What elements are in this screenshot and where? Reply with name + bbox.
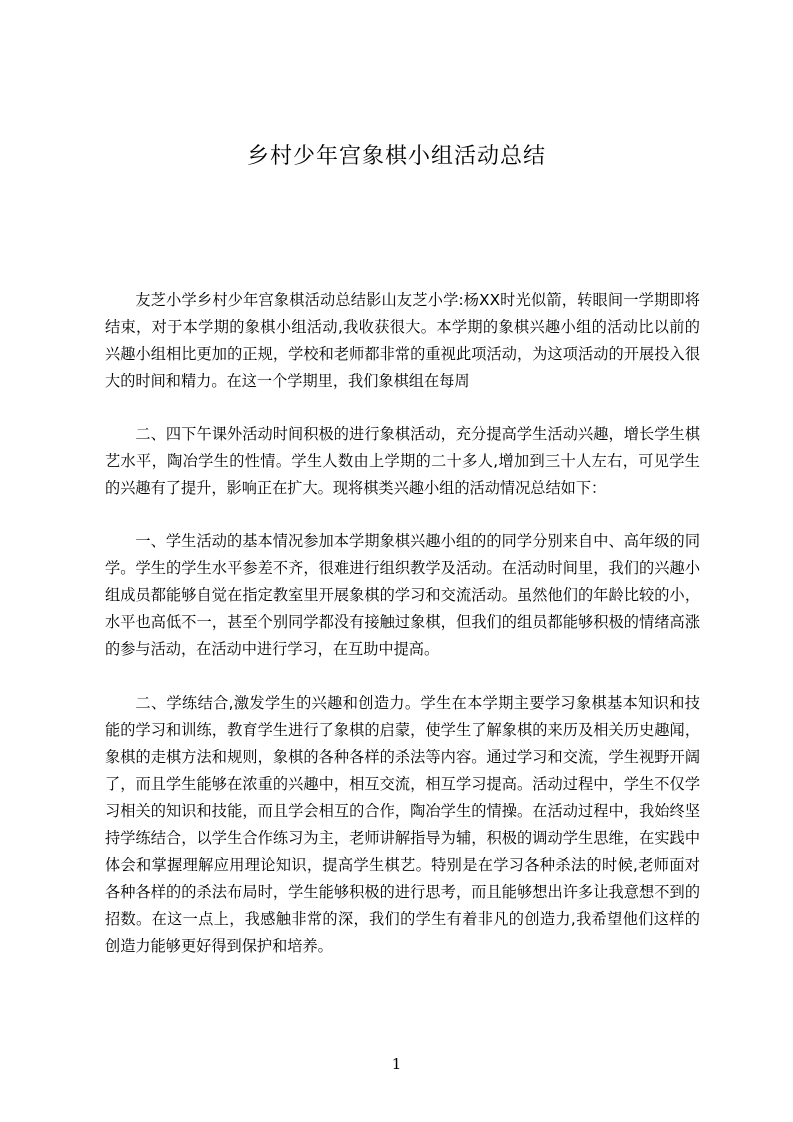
body-paragraph-3: 一、学生活动的基本情况参加本学期象棋兴趣小组的的同学分别来自中、高年级的同学。学生的学生水平参差不齐，很难进行组织教学及活动。在活动时间里，我们的兴趣小组成员都能够自觉在指定教室里开展象棋的学习和交流活动。虽然他们的年龄比较的小，水平也高低不一，甚至个别同学都没有接触过象棋，但我们的组员都能够积极的情绪高涨的参与活动，在活动中进行学习，在互助中提高。 <box>105 532 700 658</box>
page-number: 1 <box>391 1055 402 1073</box>
body-paragraph-1: 友芝小学乡村少年宫象棋活动总结影山友芝小学:杨XX时光似箭，转眼间一学期即将结束，对于本学期的象棋小组活动,我收获很大。本学期的象棋兴趣小组的活动比以前的兴趣小组相比更加的正规，学校和老师都非常的重视此项活动，为这项活动的开展投入很大的时间和精力。在这一个学期里，我们象棋组在每周 <box>105 291 700 390</box>
body-paragraph-2: 二、四下午课外活动时间积极的进行象棋活动，充分提高学生活动兴趣，增长学生棋艺水平，陶冶学生的性情。学生人数由上学期的二十多人,增加到三十人左右，可见学生的兴趣有了提升，影响正在扩大。现将棋类兴趣小组的活动情况总结如下： <box>105 425 700 497</box>
page-title: 乡村少年宫象棋小组活动总结 <box>246 144 546 169</box>
body-paragraph-4: 二、学练结合,激发学生的兴趣和创造力。学生在本学期主要学习象棋基本知识和技能的学习和训练，教育学生进行了象棋的启蒙，使学生了解象棋的来历及相关历史趣闻，象棋的走棋方法和规则，象棋的各种各样的杀法等内容。通过学习和交流，学生视野开阔了，而且学生能够在浓重的兴趣中，相互交流，相互学习提高。活动过程中，学生不仅学习相关的知识和技能，而且学会相互的合作，陶冶学生的情操。在活动过程中，我始终坚持学练结合，以学生合作练习为主，老师讲解指导为辅，积极的调动学生思维，在实践中体会和掌握理解应用理论知识，提高学生棋艺。特别是在学习各种杀法的时候,老师面对各种各样的的杀法布局时，学生能够积极的进行思考，而且能够想出许多让我意想不到的招数。在这一点上，我感触非常的深，我们的学生有着非凡的创造力,我希望他们这样的创造力能够更好得到保护和培养。 <box>105 694 700 955</box>
